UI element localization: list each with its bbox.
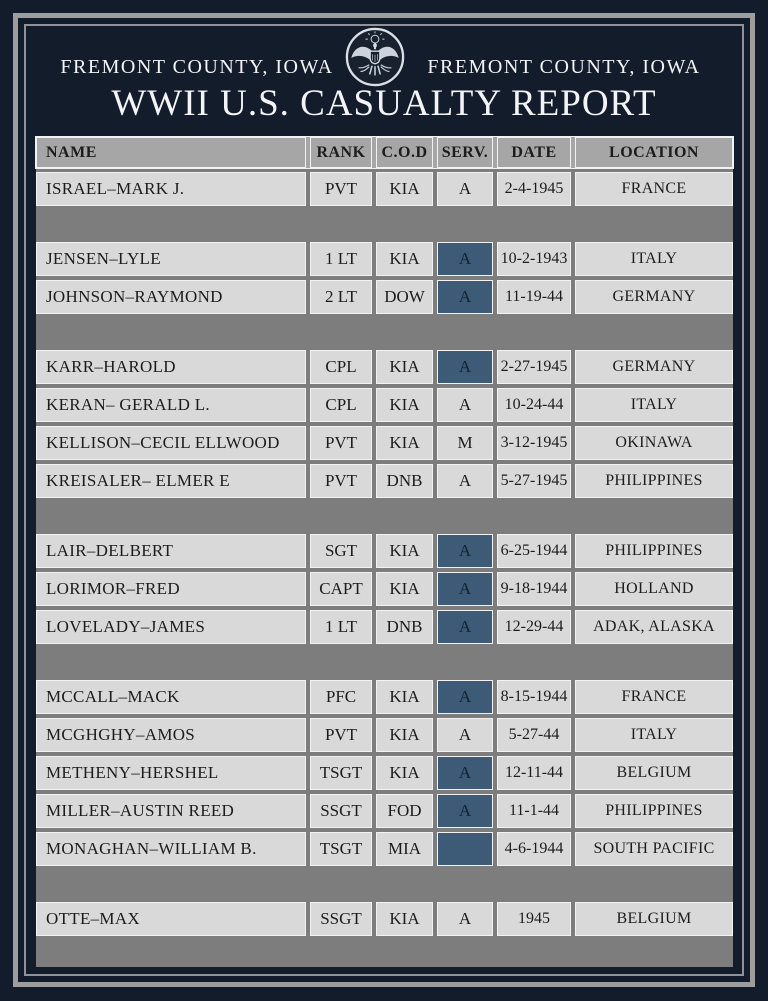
cell-date: 3-12-1945 [497,426,571,460]
cell-serv: A [437,280,493,314]
cell-name: MILLER–AUSTIN REED [36,794,306,828]
table-row [36,680,733,714]
cell-name: JENSEN–LYLE [36,242,306,276]
cell-location: ITALY [575,242,733,276]
table-group [36,680,733,866]
cell-name: KERAN– GERALD L. [36,388,306,422]
cell-serv [437,832,493,866]
cell-date: 5-27-1945 [497,464,571,498]
cell-name: LAIR–DELBERT [36,534,306,568]
cell-serv: A [437,794,493,828]
cell-date: 4-6-1944 [497,832,571,866]
table-row [36,572,733,606]
cell-cod: KIA [376,242,433,276]
cell-cod: KIA [376,172,433,206]
column-header-cod: C.O.D [376,137,433,168]
cell-location: ITALY [575,388,733,422]
column-header-date: DATE [497,137,571,168]
cell-date: 8-15-1944 [497,680,571,714]
column-header-name: NAME [36,137,306,168]
table-header-row [36,137,733,168]
table-group [36,350,733,498]
cell-serv: A [437,718,493,752]
cell-name: OTTE–MAX [36,902,306,936]
cell-rank: PVT [310,718,372,752]
table-row [36,242,733,276]
cell-rank: CPL [310,350,372,384]
cell-date: 2-27-1945 [497,350,571,384]
table-group [36,172,733,206]
table-row [36,280,733,314]
cell-location: ITALY [575,718,733,752]
table-group [36,242,733,314]
cell-location: FRANCE [575,680,733,714]
cell-date: 5-27-44 [497,718,571,752]
cell-rank: 2 LT [310,280,372,314]
cell-rank: SSGT [310,794,372,828]
cell-serv: A [437,464,493,498]
cell-rank: SSGT [310,902,372,936]
cell-name: LORIMOR–FRED [36,572,306,606]
cell-cod: KIA [376,572,433,606]
cell-location: OKINAWA [575,426,733,460]
table-row [36,350,733,384]
cell-serv: A [437,388,493,422]
casualty-table [36,137,733,967]
cell-date: 11-19-44 [497,280,571,314]
cell-rank: 1 LT [310,610,372,644]
cell-serv: A [437,534,493,568]
cell-serv: A [437,756,493,790]
table-body [36,172,733,936]
cell-cod: KIA [376,680,433,714]
cell-name: MCCALL–MACK [36,680,306,714]
cell-rank: 1 LT [310,242,372,276]
cell-date: 2-4-1945 [497,172,571,206]
cell-rank: CPL [310,388,372,422]
cell-cod: KIA [376,718,433,752]
cell-name: MONAGHAN–WILLIAM B. [36,832,306,866]
cell-location: PHILIPPINES [575,464,733,498]
cell-rank: TSGT [310,756,372,790]
cell-cod: DOW [376,280,433,314]
cell-cod: DNB [376,610,433,644]
table-row [36,718,733,752]
column-header-rank: RANK [310,137,372,168]
cell-location: GERMANY [575,350,733,384]
cell-cod: KIA [376,534,433,568]
cell-cod: DNB [376,464,433,498]
table-row [36,464,733,498]
cell-name: ISRAEL–MARK J. [36,172,306,206]
column-header-serv: SERV. [437,137,493,168]
cell-serv: A [437,680,493,714]
cell-serv: A [437,902,493,936]
cell-cod: KIA [376,350,433,384]
cell-serv: A [437,610,493,644]
table-row [36,172,733,206]
table-row [36,794,733,828]
cell-name: LOVELADY–JAMES [36,610,306,644]
table-row [36,426,733,460]
page-title: WWII U.S. CASUALTY REPORT [111,83,657,124]
cell-cod: FOD [376,794,433,828]
cell-rank: CAPT [310,572,372,606]
cell-date: 1945 [497,902,571,936]
cell-rank: PVT [310,172,372,206]
cell-name: KELLISON–CECIL ELLWOOD [36,426,306,460]
county-title-right: FREMONT COUNTY, IOWA [427,56,701,78]
cell-rank: TSGT [310,832,372,866]
cell-location: SOUTH PACIFIC [575,832,733,866]
cell-date: 11-1-44 [497,794,571,828]
table-group [36,534,733,644]
cell-location: ADAK, ALASKA [575,610,733,644]
table-row [36,610,733,644]
cell-cod: KIA [376,388,433,422]
cell-rank: PVT [310,426,372,460]
cell-date: 12-29-44 [497,610,571,644]
cell-name: METHENY–HERSHEL [36,756,306,790]
cell-name: JOHNSON–RAYMOND [36,280,306,314]
cell-rank: PVT [310,464,372,498]
table-row [36,832,733,866]
cell-date: 10-2-1943 [497,242,571,276]
cell-serv: A [437,242,493,276]
cell-rank: PFC [310,680,372,714]
table-row [36,902,733,936]
cell-cod: KIA [376,426,433,460]
cell-location: PHILIPPINES [575,534,733,568]
cell-cod: MIA [376,832,433,866]
cell-location: GERMANY [575,280,733,314]
cell-location: BELGIUM [575,756,733,790]
cell-date: 10-24-44 [497,388,571,422]
cell-name: KREISALER– ELMER E [36,464,306,498]
cell-serv: A [437,172,493,206]
column-header-location: LOCATION [575,137,733,168]
table-row [36,756,733,790]
cell-date: 6-25-1944 [497,534,571,568]
cell-location: FRANCE [575,172,733,206]
great-seal-eagle-icon [344,26,406,88]
cell-serv: M [437,426,493,460]
cell-location: HOLLAND [575,572,733,606]
cell-date: 12-11-44 [497,756,571,790]
cell-cod: KIA [376,756,433,790]
cell-location: BELGIUM [575,902,733,936]
table-group [36,902,733,936]
county-title-left: FREMONT COUNTY, IOWA [60,56,334,78]
cell-cod: KIA [376,902,433,936]
cell-location: PHILIPPINES [575,794,733,828]
cell-name: MCGHGHY–AMOS [36,718,306,752]
table-row [36,534,733,568]
cell-name: KARR–HAROLD [36,350,306,384]
cell-serv: A [437,350,493,384]
table-row [36,388,733,422]
cell-date: 9-18-1944 [497,572,571,606]
cell-serv: A [437,572,493,606]
cell-rank: SGT [310,534,372,568]
